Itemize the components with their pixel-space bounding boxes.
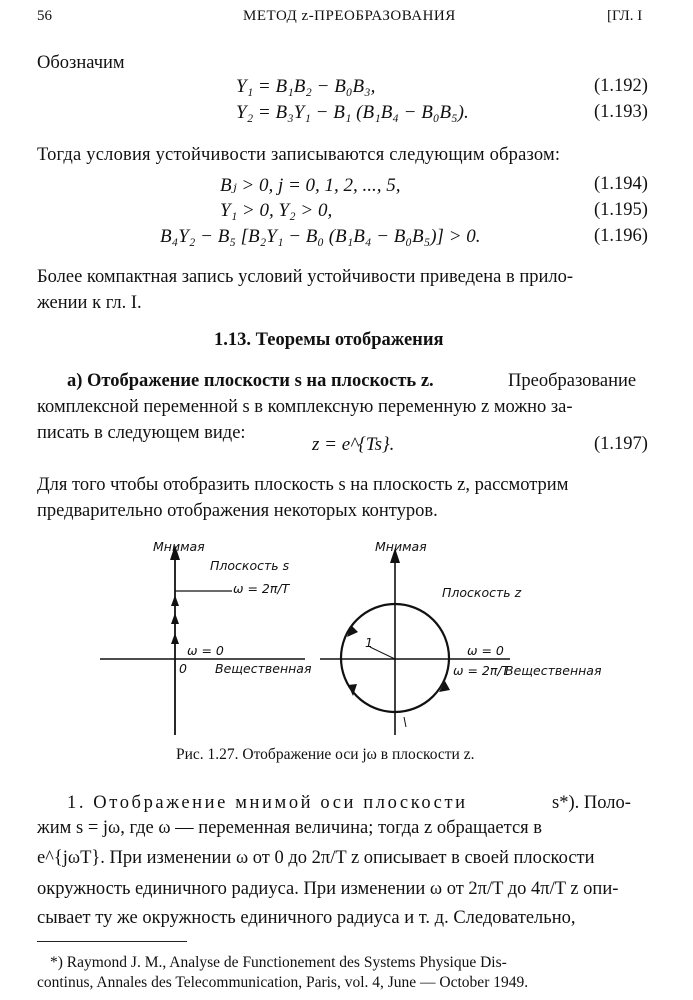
s-plane-origin: 0 — [179, 661, 187, 676]
s-plane-omega-zero: ω = 0 — [187, 643, 224, 658]
tick-mark — [404, 717, 406, 727]
z-plane-real-label: Вещественная — [505, 663, 602, 678]
chapter-label: [ГЛ. I — [607, 8, 643, 24]
subsection-text-1: Преобразование — [508, 371, 637, 391]
compact-note-line-1: Более компактная запись условий устойчивости приведена в прило- — [37, 267, 574, 287]
s-plane-omega-top: ω = 2π/T — [233, 581, 290, 596]
s-plane-diagram — [100, 539, 312, 735]
figure-1-27 — [95, 535, 605, 740]
running-title: МЕТОД z-ПРЕОБРАЗОВАНИЯ — [243, 8, 456, 24]
footnote-rule — [37, 941, 187, 942]
z-plane-one-label: 1 — [365, 635, 373, 650]
subsection-text-3: писать в следующем виде: — [37, 423, 246, 443]
subsection-text-2: комплексной переменной s в комплексную переменную z можно за- — [37, 397, 573, 417]
s-plane-title: Плоскость s — [210, 558, 290, 573]
page-number: 56 — [37, 8, 52, 24]
equation-number-1197: (1.197) — [594, 434, 648, 454]
s-plane-real-label: Вещественная — [215, 661, 312, 676]
s-plane-imag-label: Мнимая — [153, 539, 205, 554]
subsection-title: а) Отображение плоскости s на плоскость z. — [67, 371, 434, 391]
imag-axis-line-2: жим s = jω, где ω — переменная величина; тогда z обращается в — [37, 818, 543, 838]
compact-note-paragraph — [37, 264, 657, 316]
z-plane-omega-2pi: ω = 2π/T — [453, 663, 510, 678]
upward-arrow-icon — [171, 595, 179, 606]
equation-number-1196: (1.196) — [594, 226, 648, 246]
footnote-line-2: continus, Annales des Telecommunication, Paris, vol. 4, June — October 1949. — [37, 974, 529, 991]
equation-number-1193: (1.193) — [594, 102, 648, 122]
z-plane-imag-label: Мнимая — [375, 539, 427, 554]
imag-axis-line-3: e^{jωT}. При изменении ω от 0 до 2π/T z описывает в своей плоскости — [37, 848, 595, 868]
imag-axis-line-4: окружность единичного радиуса. При изменении ω от 2π/T до 4π/T z опи- — [37, 879, 619, 899]
equation-number-1194: (1.194) — [594, 174, 648, 194]
upward-arrow-icon — [171, 633, 179, 644]
figure-caption: Рис. 1.27. Отображение оси jω в плоскости z. — [176, 746, 475, 763]
equation-number-1195: (1.195) — [594, 200, 648, 220]
equation-1197: z = e^{Ts}. — [312, 434, 395, 455]
equation-1194: Bⱼ > 0, j = 0, 1, 2, ..., 5, — [220, 175, 401, 196]
mapping-line-2: предварительно отображения некоторых контуров. — [37, 501, 438, 521]
equation-1192: Y₁ = B₁B₂ − B₀B₃, — [236, 76, 376, 97]
intro-text: Обозначим — [37, 53, 125, 73]
imag-axis-line-1-tail: s*). Поло- — [552, 793, 631, 813]
equation-1196: B₄Y₂ − B₅ [B₂Y₁ − B₀ (B₁B₄ − B₀B₅)] > 0. — [160, 226, 481, 247]
equation-1193: Y₂ = B₃Y₁ − B₁ (B₁B₄ − B₀B₅). — [236, 102, 469, 123]
footnote-line-1: *) Raymond J. M., Analyse de Functionement des Systems Physique Dis- — [50, 954, 507, 971]
imag-axis-line-5: сывает ту же окружность единичного радиуса и т. д. Следовательно, — [37, 908, 576, 928]
upward-arrow-icon — [171, 613, 179, 624]
section-title: 1.13. Теоремы отображения — [214, 330, 444, 350]
z-plane-title: Плоскость z — [442, 585, 522, 600]
unit-radius-pointer — [370, 647, 395, 659]
z-plane-omega-zero: ω = 0 — [467, 643, 504, 658]
equation-1195: Y₁ > 0, Y₂ > 0, — [220, 200, 333, 221]
stability-intro: Тогда условия устойчивости записываются следующим образом: — [37, 145, 561, 165]
equation-number-1192: (1.192) — [594, 76, 648, 96]
imag-axis-line-1-head: 1. Отображение мнимой оси плоскости — [67, 793, 468, 813]
z-plane-diagram — [320, 539, 602, 735]
compact-note-line-2: жении к гл. I. — [37, 293, 142, 313]
mapping-line-1: Для того чтобы отобразить плоскость s на плоскость z, рассмотрим — [37, 475, 569, 495]
